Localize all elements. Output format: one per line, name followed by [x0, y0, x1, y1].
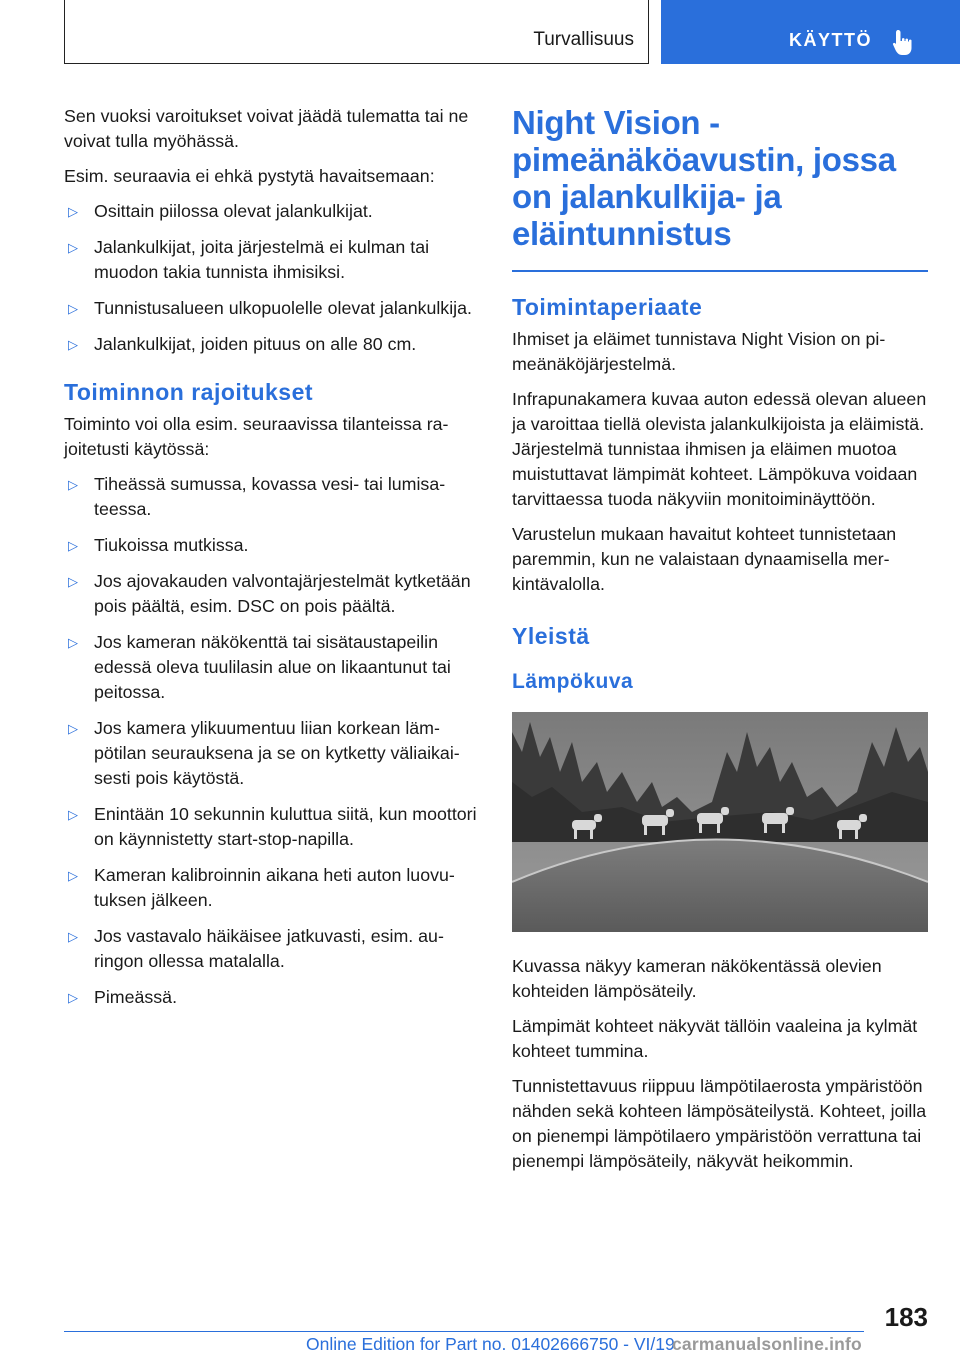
triangle-bullet-icon: ▷	[68, 635, 78, 650]
function-limits-intro: Toiminto voi olla esim. seuraavissa tilanteissa rajoitetusti käytössä:	[64, 414, 449, 459]
triangle-bullet-icon: ▷	[68, 301, 78, 316]
list-item: ▷ Tunnistusalueen ulkopuolelle olevat jalankulkija.	[64, 296, 480, 321]
triangle-bullet-icon: ▷	[68, 990, 78, 1005]
thermal-paragraph-1: Kuvassa näkyy kameran näkökentässä olevien kohteiden lämpösäteily.	[512, 956, 882, 1001]
header-section-box	[64, 0, 649, 64]
left-column	[64, 104, 480, 1021]
list-item: ▷ Jos ajovakauden valvontajärjestelmät kytketään pois päältä, esim. DSC on pois päältä.	[68, 571, 471, 616]
thermal-paragraph-2: Lämpimät kohteet näkyvät tällöin vaaleina ja kylmät kohteet tummina.	[512, 1016, 918, 1061]
heading-general: Yleistä	[512, 623, 590, 649]
footer-edition: Online Edition for Part no. 01402666750 - VI/19	[306, 1334, 675, 1354]
triangle-bullet-icon: ▷	[68, 929, 78, 944]
heading-function-limits: Toiminnon rajoitukset	[64, 379, 314, 405]
list-item: ▷ Tiukoissa mutkissa.	[64, 533, 480, 558]
triangle-bullet-icon: ▷	[68, 204, 78, 219]
triangle-bullet-icon: ▷	[68, 807, 78, 822]
intro-paragraph-2: Esim. seuraavia ei ehkä pystytä havaitsemaan:	[64, 166, 435, 186]
page-number: 183	[884, 1302, 928, 1332]
triangle-bullet-icon: ▷	[68, 538, 78, 553]
principle-paragraph-1: Ihmiset ja eläimet tunnistava Night Vision on pimeänäköjärjestelmä.	[512, 329, 886, 374]
list-item: ▷ Osittain piilossa olevat jalankulkijat.	[64, 199, 480, 224]
principle-paragraph-3: Varustelun mukaan havaitut kohteet tunnistetaan paremmin, kun ne valaistaan dynaamisella merkintävalolla.	[512, 524, 897, 594]
list-item: ▷ Pimeässä.	[64, 985, 480, 1010]
chapter-tab-label: KÄYTTÖ	[789, 30, 872, 50]
thermal-paragraph-3: Tunnistettavuus riippuu lämpötilaerosta ympäristöön nähden sekä kohteen lämpösäteilystä. Kohteet, joilla on pienempi lämpötilaero ympäristöön verrattuna tai pienempi lämpösäteily, näkyvät heikommin.	[512, 1076, 927, 1171]
right-column	[512, 104, 928, 1184]
intro-paragraph-1: Sen vuoksi varoitukset voivat jäädä tulematta tai ne voivat tulla myöhässä.	[64, 106, 469, 151]
function-limits-list	[64, 472, 480, 1010]
triangle-bullet-icon: ▷	[68, 721, 78, 736]
triangle-bullet-icon: ▷	[68, 240, 78, 255]
list-item: ▷ Jalankulkijat, joita järjestelmä ei kulman tai muodon takia tunnista ihmisiksi.	[68, 237, 430, 282]
detection-limits-list	[64, 199, 480, 357]
triangle-bullet-icon: ▷	[68, 477, 78, 492]
list-item: ▷ Enintään 10 sekunnin kuluttua siitä, kun moottori on käynnistetty start-stop-napilla.	[68, 804, 477, 849]
list-item: ▷ Jalankulkijat, joiden pituus on alle 80 cm.	[64, 332, 480, 357]
pointing-hand-icon	[892, 28, 918, 56]
principle-paragraph-2: Infrapunakamera kuvaa auton edessä olevan alueen ja varoittaa tiellä olevista jalankulkijoista ja eläimistä. Järjestelmä tunnistaa ihmisen ja eläimen muotoa muistuttavat lämpimät kohteet. Lämpökuva voidaan tarvittaessa tuoda näkyviin monitoiminäyttöön.	[512, 389, 927, 509]
list-item: ▷ Jos kameran näkökenttä tai sisätaustapeilin edessä oleva tuulilasin alue on likaantunut tai peitossa.	[68, 632, 451, 702]
triangle-bullet-icon: ▷	[68, 574, 78, 589]
footer-divider	[64, 1331, 864, 1332]
heading-principle: Toimintaperiaate	[512, 294, 703, 320]
title-divider	[512, 270, 928, 272]
footer-watermark: carmanualsonline.info	[672, 1334, 862, 1354]
list-item: ▷ Kameran kalibroinnin aikana heti auton luovutuksen jälkeen.	[68, 865, 455, 910]
page-title: Night Vision - pimeänäköavustin, jossa on jalankulkija- ja eläintunnistus	[512, 104, 896, 252]
triangle-bullet-icon: ▷	[68, 337, 78, 352]
thermal-camera-image	[512, 712, 928, 932]
list-item: ▷ Jos kamera ylikuumentuu liian korkean lämpötilan seurauksena ja se on kytketty väliaikaisesti pois käytöstä.	[68, 718, 460, 788]
triangle-bullet-icon: ▷	[68, 868, 78, 883]
list-item: ▷ Tiheässä sumussa, kovassa vesi- tai lumisateessa.	[68, 474, 446, 519]
heading-thermal-image: Lämpökuva	[512, 670, 634, 693]
section-title: Turvallisuus	[533, 29, 634, 50]
list-item: ▷ Jos vastavalo häikäisee jatkuvasti, esim. auringon ollessa matalalla.	[68, 926, 444, 971]
